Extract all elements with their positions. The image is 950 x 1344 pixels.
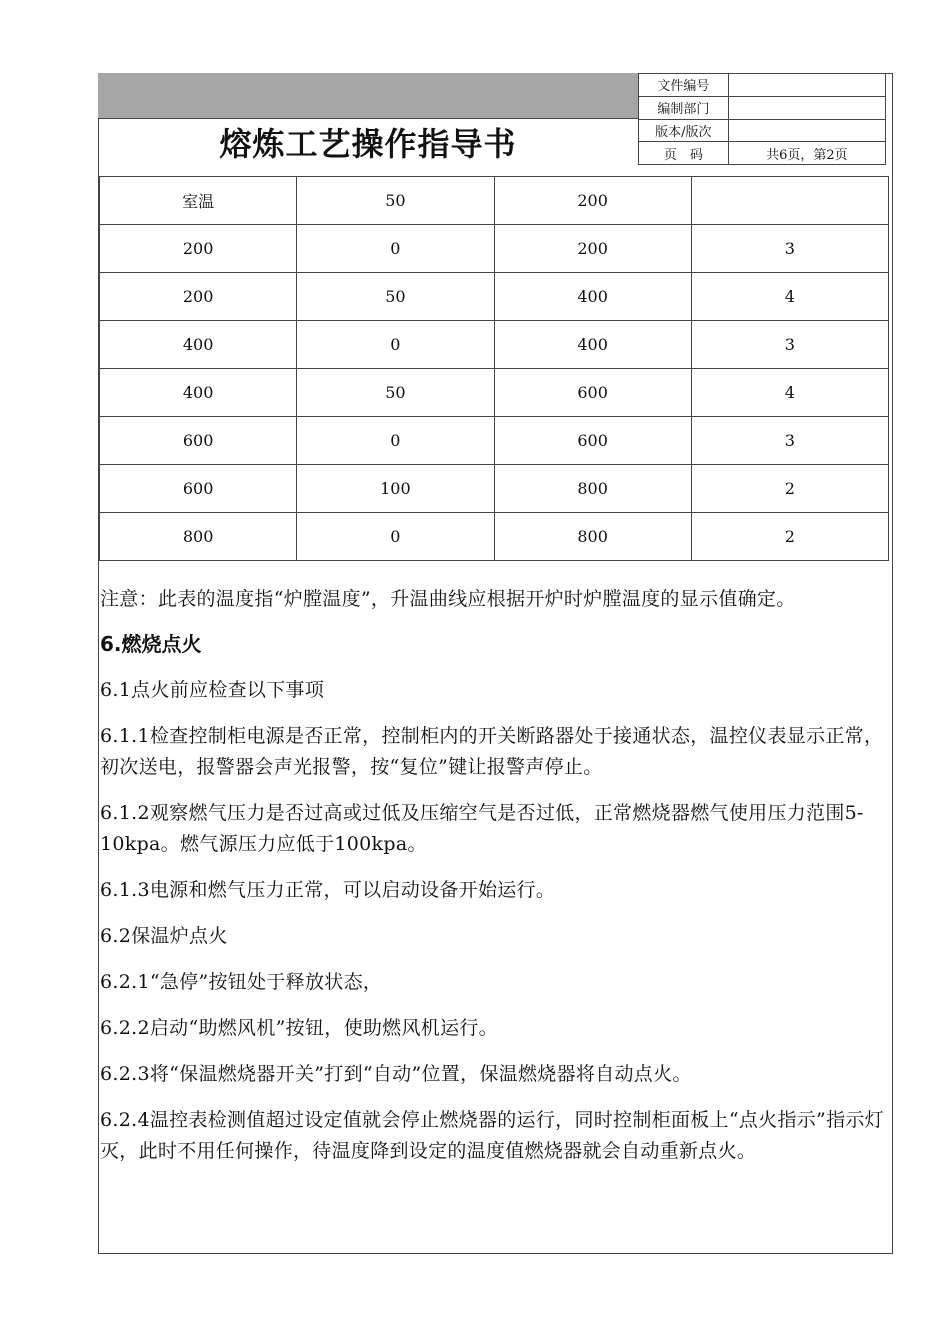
table-cell: 100 — [297, 465, 494, 513]
table-row — [100, 513, 889, 561]
table-cell: 200 — [494, 177, 691, 225]
table-cell: 50 — [297, 273, 494, 321]
table-cell: 800 — [100, 513, 297, 561]
meta-label: 版本/版次 — [639, 119, 729, 142]
paragraph: 6.1点火前应检查以下事项 — [100, 679, 325, 701]
meta-value — [728, 74, 885, 97]
paragraph: 6.1.2观察燃气压力是否过高或过低及压缩空气是否过低，正常燃烧器燃气使用压力范围5-10kpa。燃气源压力应低于100kpa。 — [100, 802, 864, 855]
meta-row — [639, 142, 886, 165]
table-row — [100, 225, 889, 273]
table-cell: 3 — [691, 225, 888, 273]
heating-curve-table — [99, 176, 889, 561]
table-note: 注意：此表的温度指“炉膛温度”，升温曲线应根据开炉时炉膛温度的显示值确定。 — [100, 588, 796, 610]
paragraph: 6.2保温炉点火 — [100, 925, 228, 947]
table-cell: 400 — [494, 321, 691, 369]
table-row — [100, 321, 889, 369]
table-cell: 2 — [691, 465, 888, 513]
table-cell: 0 — [297, 321, 494, 369]
table-row — [100, 273, 889, 321]
paragraph: 6.1.1检查控制柜电源是否正常，控制柜内的开关断路器处于接通状态，温控仪表显示正常，初次送电，报警器会声光报警，按“复位”键让报警声停止。 — [100, 725, 884, 778]
table-cell: 600 — [494, 417, 691, 465]
table-cell: 4 — [691, 273, 888, 321]
table-cell: 0 — [297, 513, 494, 561]
table-cell: 400 — [100, 321, 297, 369]
header-shaded-band — [98, 73, 639, 119]
table-cell — [691, 177, 888, 225]
meta-row — [639, 119, 886, 142]
paragraph: 6.2.2启动“助燃风机”按钮，使助燃风机运行。 — [100, 1017, 498, 1039]
meta-row — [639, 96, 886, 119]
table-cell: 50 — [297, 369, 494, 417]
table-cell: 200 — [100, 225, 297, 273]
table-cell: 200 — [100, 273, 297, 321]
meta-value — [728, 96, 885, 119]
table-cell: 200 — [494, 225, 691, 273]
paragraph: 6.2.4温控表检测值超过设定值就会停止燃烧器的运行，同时控制柜面板上“点火指示”指示灯灭，此时不用任何操作，待温度降到设定的温度值燃烧器就会自动重新点火。 — [100, 1109, 884, 1162]
meta-value: 共6页，第2页 — [728, 142, 885, 165]
table-cell: 室温 — [100, 177, 297, 225]
table-row — [100, 417, 889, 465]
meta-label: 编制部门 — [639, 96, 729, 119]
table-cell: 400 — [494, 273, 691, 321]
document-header — [98, 73, 886, 165]
table-row — [100, 465, 889, 513]
table-cell: 600 — [100, 465, 297, 513]
table-cell: 2 — [691, 513, 888, 561]
document-meta-table — [638, 73, 886, 165]
meta-row — [639, 74, 886, 97]
table-cell: 400 — [100, 369, 297, 417]
meta-value — [728, 119, 885, 142]
table-cell: 3 — [691, 417, 888, 465]
paragraph: 6.1.3电源和燃气压力正常，可以启动设备开始运行。 — [100, 879, 556, 901]
paragraph: 6.2.1“急停”按钮处于释放状态， — [100, 971, 383, 993]
table-cell: 800 — [494, 513, 691, 561]
table-cell: 600 — [100, 417, 297, 465]
document-title: 熔炼工艺操作指导书 — [98, 118, 639, 165]
table-cell: 0 — [297, 417, 494, 465]
paragraph: 6.2.3将“保温燃烧器开关”打到“自动”位置，保温燃烧器将自动点火。 — [100, 1063, 692, 1085]
table-cell: 600 — [494, 369, 691, 417]
table-cell: 4 — [691, 369, 888, 417]
table-cell: 3 — [691, 321, 888, 369]
section-heading: 6.燃烧点火 — [100, 632, 202, 656]
table-row — [100, 177, 889, 225]
document-body — [100, 584, 892, 1182]
table-cell: 50 — [297, 177, 494, 225]
table-cell: 800 — [494, 465, 691, 513]
table-cell: 0 — [297, 225, 494, 273]
meta-label: 页 码 — [639, 142, 729, 165]
table-row — [100, 369, 889, 417]
meta-label: 文件编号 — [639, 74, 729, 97]
